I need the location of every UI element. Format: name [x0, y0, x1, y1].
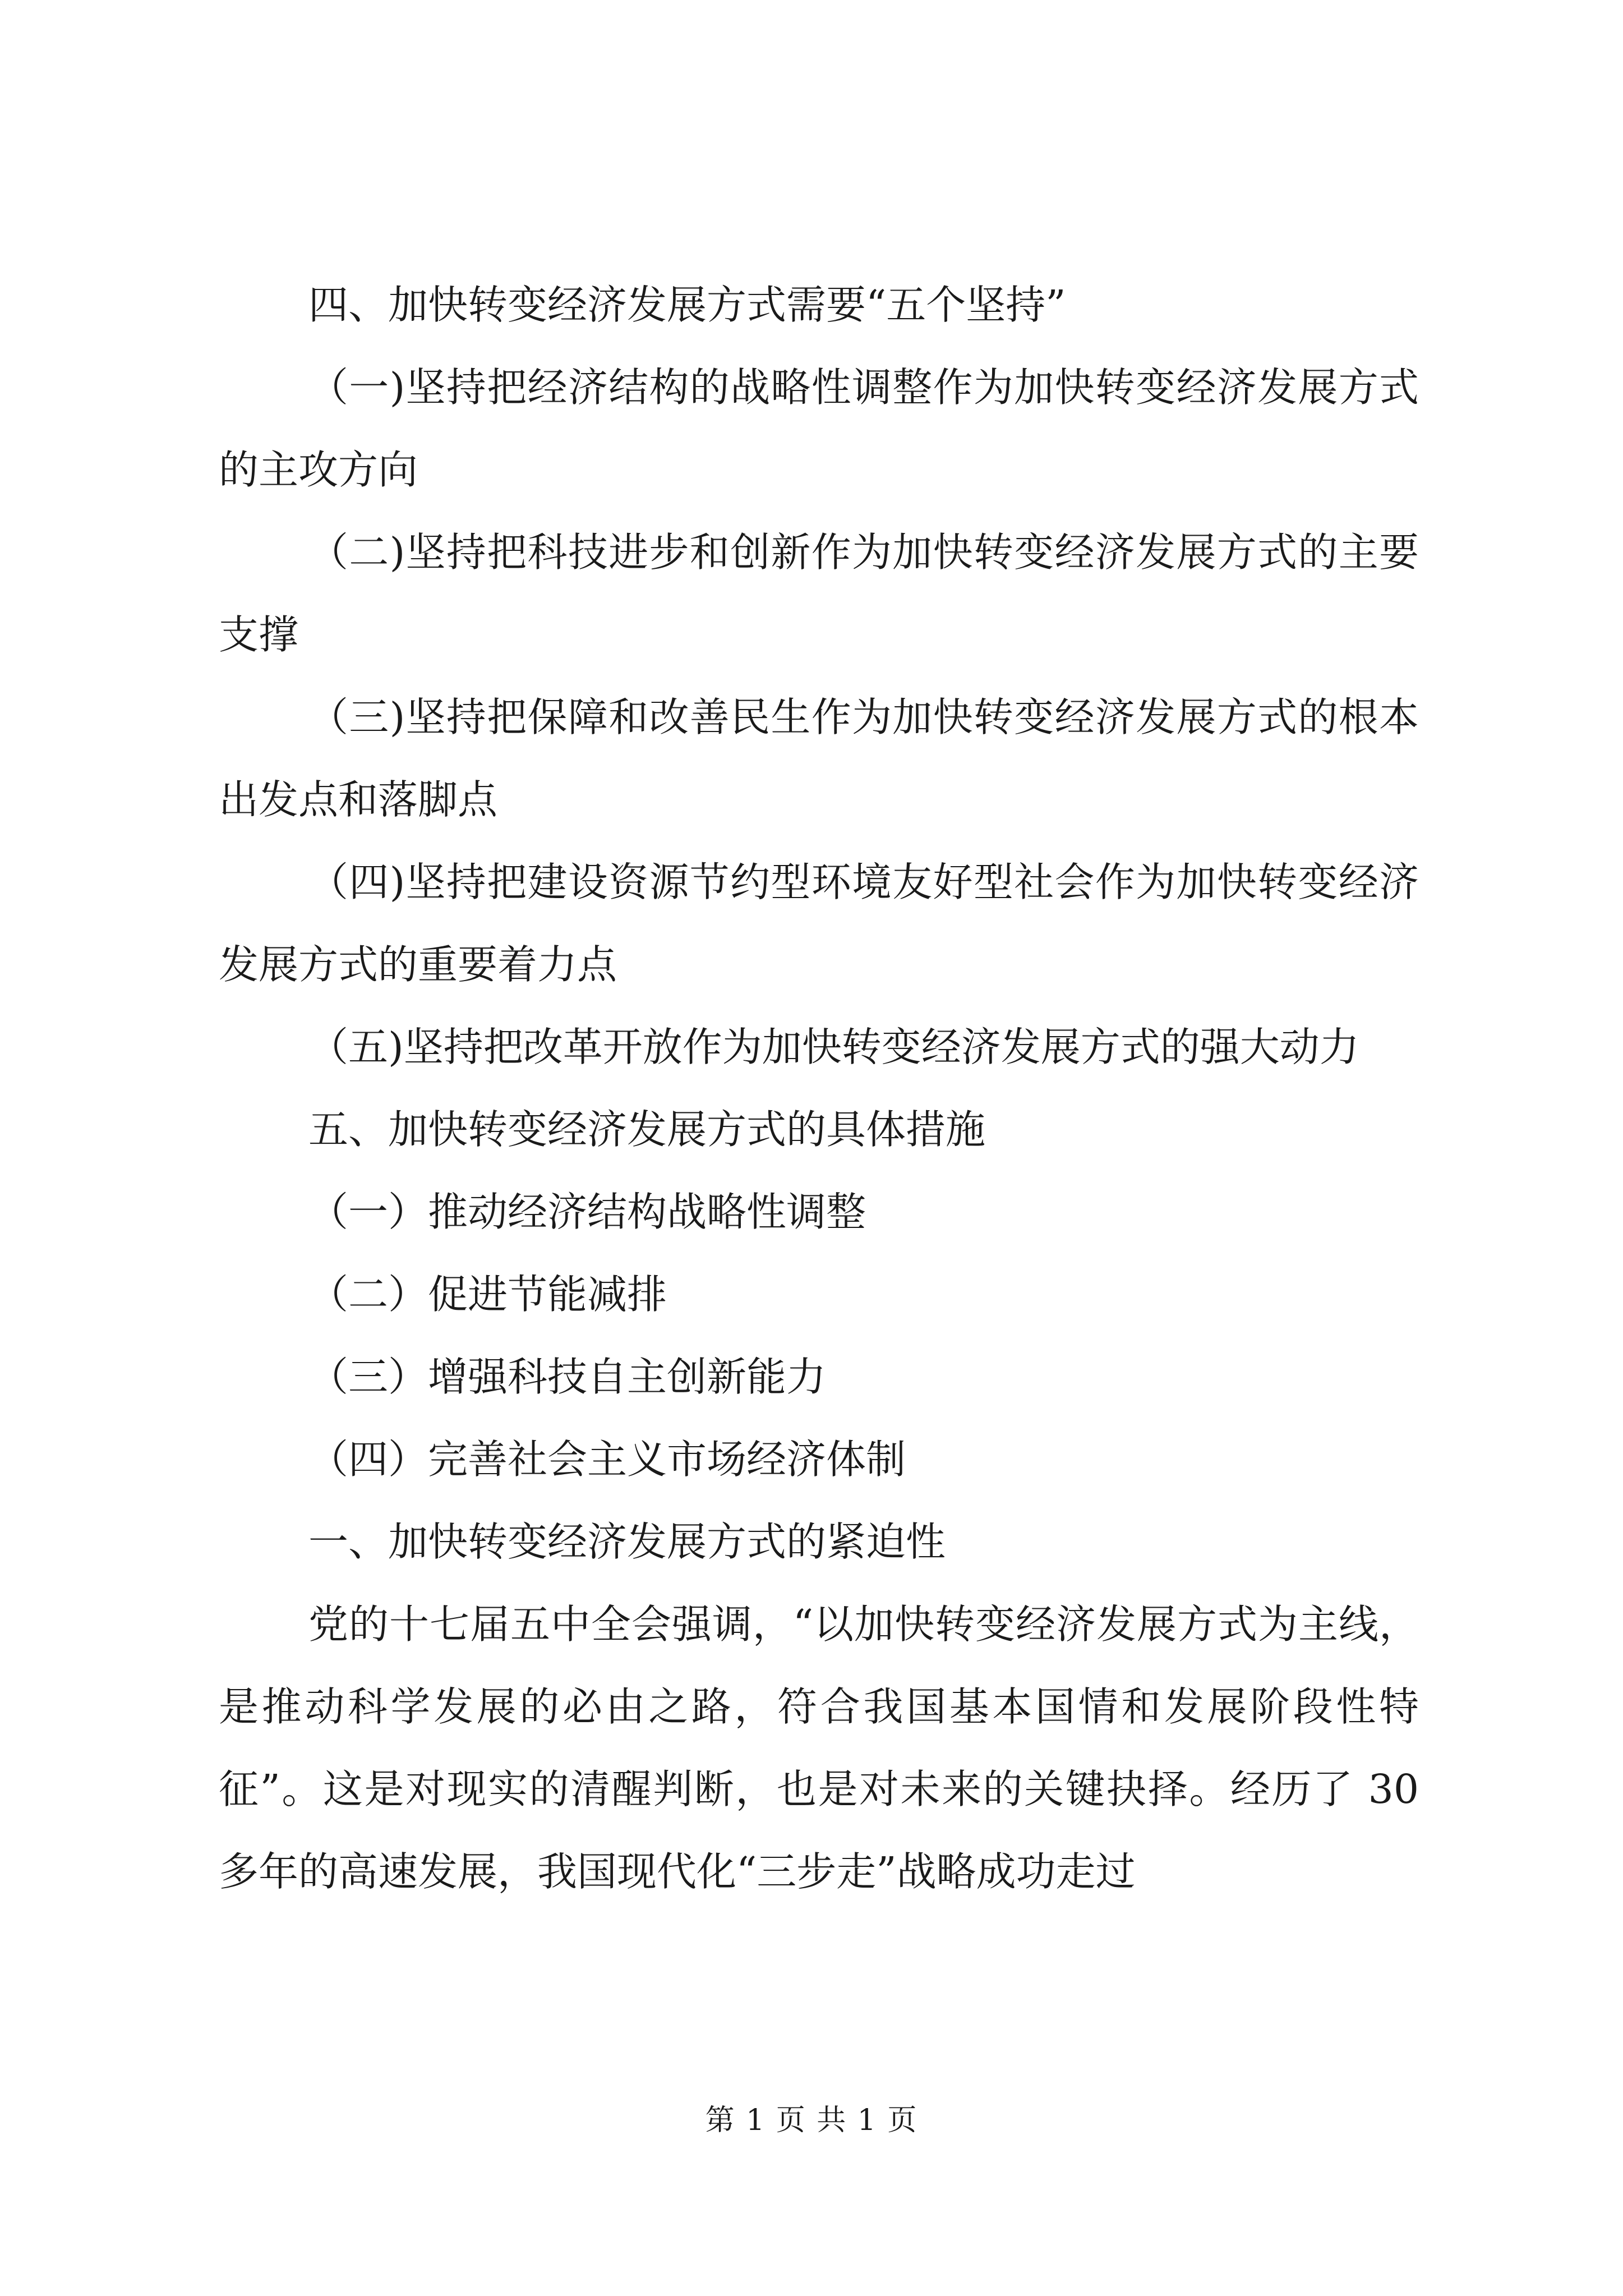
list-item-persist-4: （四)坚持把建设资源节约型环境友好型社会作为加快转变经济发展方式的重要着力点	[219, 859, 1419, 988]
document-body	[219, 264, 1419, 1913]
body-paragraph: 党的十七届五中全会强调，“以加快转变经济发展方式为主线，是推动科学发展的必由之路，符合我国基本国情和发展阶段性特征”。这是对现实的清醒判断，也是对未来的关键抉择。经历了 30 多年的高速发展，我国现代化“三步走”战略成功走过	[219, 1601, 1419, 1895]
list-item-persist-1: （一)坚持把经济结构的战略性调整作为加快转变经济发展方式的主攻方向	[219, 364, 1419, 493]
section-heading-one: 一、加快转变经济发展方式的紧迫性	[308, 1519, 946, 1565]
list-item-persist-5: （五)坚持把改革开放作为加快转变经济发展方式的强大动力	[308, 1024, 1359, 1070]
page-number-footer: 第 1 页 共 1 页	[705, 2104, 918, 2137]
list-item-persist-2: （二)坚持把科技进步和创新作为加快转变经济发展方式的主要支撑	[219, 529, 1419, 658]
list-item-persist-3: （三)坚持把保障和改善民生作为加快转变经济发展方式的根本出发点和落脚点	[219, 694, 1419, 823]
list-item-measure-2: （二）促进节能减排	[308, 1271, 667, 1318]
section-heading-five: 五、加快转变经济发展方式的具体措施	[308, 1106, 986, 1153]
list-item-measure-4: （四）完善社会主义市场经济体制	[308, 1436, 906, 1483]
section-heading-four: 四、加快转变经济发展方式需要“五个坚持”	[308, 282, 1066, 328]
list-item-measure-1: （一）推动经济结构战略性调整	[308, 1189, 866, 1235]
list-item-measure-3: （三）增强科技自主创新能力	[308, 1354, 827, 1400]
